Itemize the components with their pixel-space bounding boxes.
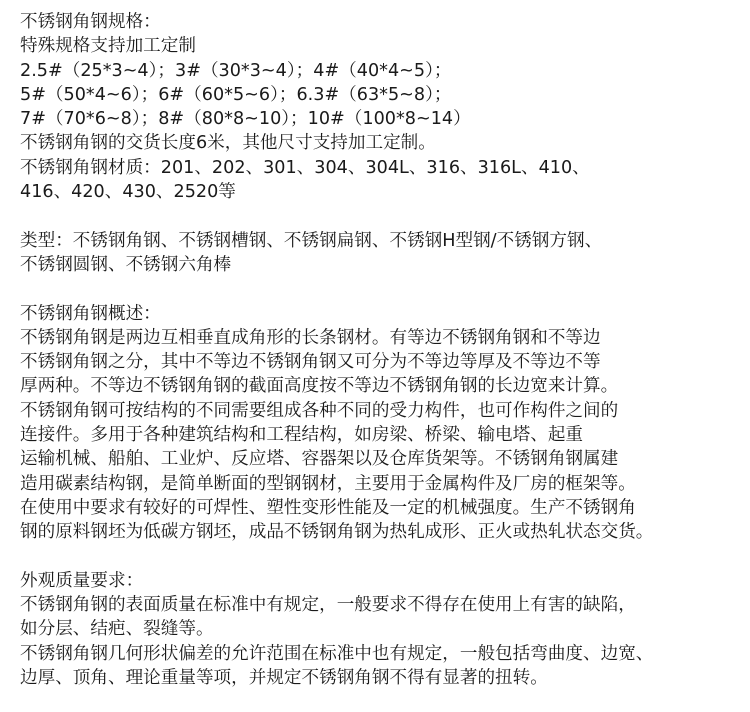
overview-line: 钢的原料钢坯为低碳方钢坯，成品不锈钢角钢为热轧成形、正火或热轧状态交货。 bbox=[20, 522, 654, 543]
spec-line: 7#（70*6~8）；8#（80*8~10）；10#（100*8~14） bbox=[20, 109, 471, 130]
overview-line: 连接件。多用于各种建筑结构和工程结构，如房梁、桥梁、输电塔、起重 bbox=[20, 425, 584, 446]
quality-line: 边厚、顶角、理论重量等项，并规定不锈钢角钢不得有显著的扭转。 bbox=[20, 668, 548, 689]
spec-line: 不锈钢角钢的交货长度6米，其他尺寸支持加工定制。 bbox=[20, 133, 436, 154]
spec-line: 416、420、430、2520等 bbox=[20, 182, 236, 203]
spec-line: 5#（50*4~6）；6#（60*5~6）；6.3#（63*5~8）； bbox=[20, 84, 452, 105]
spec-line: 特殊规格支持加工定制 bbox=[20, 36, 196, 57]
document-body bbox=[20, 10, 748, 690]
quality-line: 不锈钢角钢几何形状偏差的允许范围在标准中也有规定，一般包括弯曲度、边宽、 bbox=[20, 643, 654, 664]
spec-line: 不锈钢角钢材质：201、202、301、304、304L、316、316L、410、 bbox=[20, 157, 590, 178]
quality-line: 如分层、结疤、裂缝等。 bbox=[20, 619, 214, 640]
type-line: 不锈钢圆钢、不锈钢六角棒 bbox=[20, 254, 232, 275]
overview-line: 不锈钢角钢是两边互相垂直成角形的长条钢材。有等边不锈钢角钢和不等边 bbox=[20, 327, 601, 348]
overview-line: 运输机械、船舶、工业炉、反应塔、容器架以及仓库货架等。不锈钢角钢属建 bbox=[20, 449, 619, 470]
overview-section-title: 不锈钢角钢概述： bbox=[20, 303, 161, 324]
quality-section-title: 外观质量要求： bbox=[20, 570, 144, 591]
section-spacer bbox=[20, 545, 748, 569]
overview-line: 不锈钢角钢可按结构的不同需要组成各种不同的受力构件，也可作构件之间的 bbox=[20, 400, 619, 421]
section-spacer bbox=[20, 204, 748, 228]
spec-section-title: 不锈钢角钢规格： bbox=[20, 12, 161, 32]
type-line: 类型：不锈钢角钢、不锈钢槽钢、不锈钢扁钢、不锈钢H型钢/不锈钢方钢、 bbox=[20, 230, 603, 251]
overview-line: 厚两种。不等边不锈钢角钢的截面高度按不等边不锈钢角钢的长边宽来计算。 bbox=[20, 376, 619, 397]
section-spacer bbox=[20, 277, 748, 301]
spec-line: 2.5#（25*3~4）；3#（30*3~4）；4#（40*4~5）； bbox=[20, 60, 452, 81]
overview-line: 在使用中要求有较好的可焊性、塑性变形性能及一定的机械强度。生产不锈钢角 bbox=[20, 497, 636, 518]
quality-line: 不锈钢角钢的表面质量在标准中有规定，一般要求不得存在使用上有害的缺陷， bbox=[20, 595, 636, 616]
overview-line: 不锈钢角钢之分，其中不等边不锈钢角钢又可分为不等边等厚及不等边不等 bbox=[20, 352, 601, 373]
overview-line: 造用碳素结构钢，是简单断面的型钢钢材，主要用于金属构件及厂房的框架等。 bbox=[20, 473, 636, 494]
